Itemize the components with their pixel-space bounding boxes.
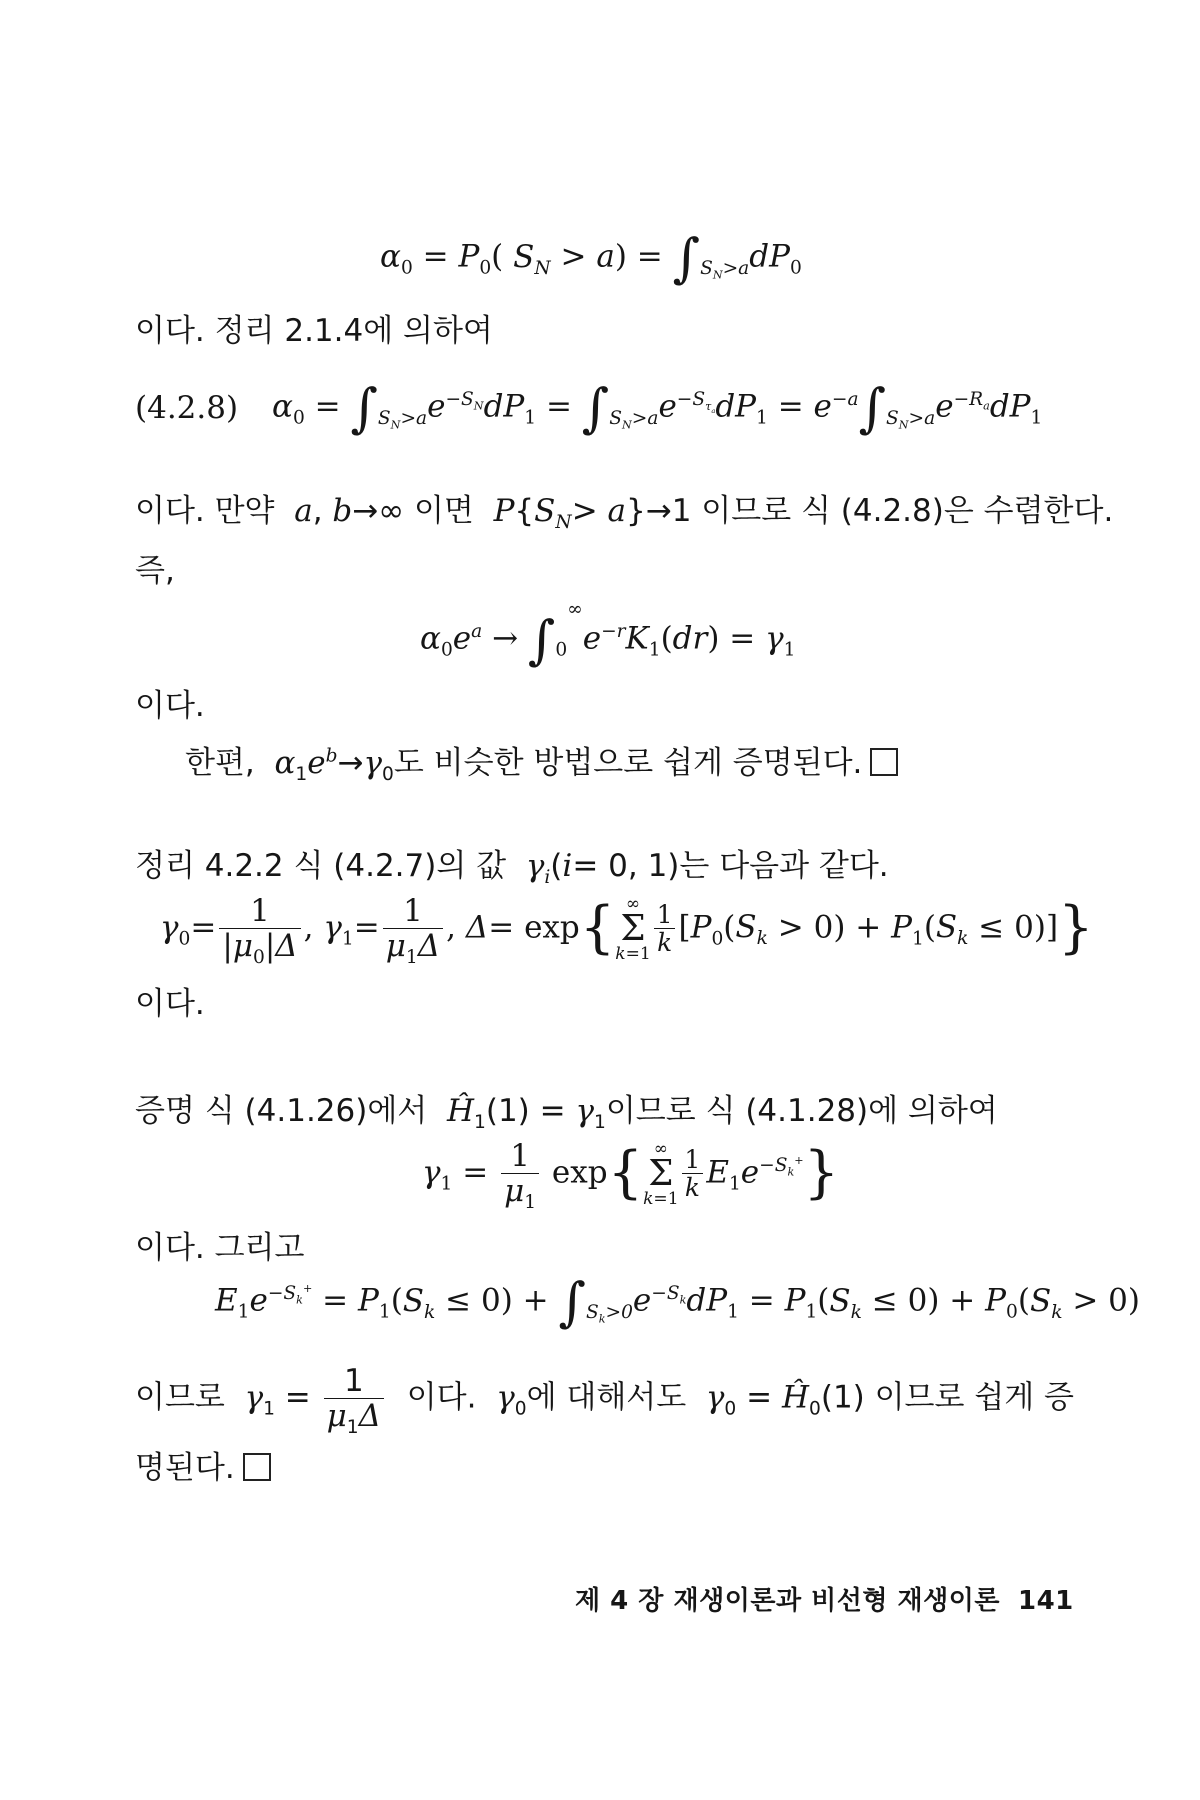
- text-line-1: 이다. 정리 2.1.4에 의하여: [135, 313, 493, 349]
- page-number: 141: [1017, 1586, 1074, 1616]
- equation-4-2-8-label: (4.2.8): [135, 390, 239, 426]
- equation-alpha0: $\alpha_0 = P_0$( $S_N > a) = \int_{S_N>a}dP_0$: [380, 228, 802, 289]
- text-line-2: 이다. 만약 a, b→∞ 이면 $P\{S_N> a\}\to 1$ 이므로 식 (4.2.8)은 수렴한다.: [135, 493, 1114, 534]
- theorem-4-2-2: 정리 4.2.2 식 (4.2.7)의 값 $\gamma_i(i= 0$, 1)는 다음과 같다.: [135, 848, 889, 889]
- text-line-3: 즉,: [135, 553, 175, 589]
- equation-4-2-8: $\alpha_0 = \int_{S_N>a}e^{-S_N}dP_1 = \int_{S_N>a}e^{-S_{\tau_a}}dP_1 = e^{-a}\int_{S_N>a}e^{-R_a}dP_1$: [272, 378, 1043, 439]
- text-line-8: 이므로 $\gamma_1$ = $\frac{1}{\mu_1\Delta}$ 이다. $\gamma_0$에 대해서도 $\gamma_0$ = $Ĥ_0(1)$ 이므로 쉽게 증: [135, 1363, 1074, 1438]
- text-line-7: 이다. 그리고: [135, 1230, 305, 1266]
- chapter-title: 제 4 장 재생이론과 비선형 재생이론: [575, 1586, 1000, 1616]
- qed-box: [243, 1453, 271, 1481]
- page-footer: [575, 1580, 1074, 1617]
- equation-limit: $\alpha_0e^a \to \int_0^\infty e^{-r}K_1(dr) = \gamma_1$: [420, 599, 796, 671]
- text-line-4: 이다.: [135, 688, 205, 724]
- qed-box: [870, 748, 898, 776]
- equation-gamma: $\gamma_0=$ $\frac{1}{|\mu_0|\Delta}$ , $\gamma_1=$ $\frac{1}{\mu_1\Delta}$ , Δ= exp{ ∞ Σ k=1 $\frac{1}{k}$ $[P_0(S_k > 0) + P_1(S_k \le 0)]$}: [160, 893, 1094, 968]
- text-line-5: 한편, $\alpha_1e^b\to\gamma_0$도 비슷한 방법으로 쉽게 증명된다.: [185, 737, 898, 782]
- equation-gamma1: $\gamma_1$ = $\frac{1}{\mu_1}$ exp{ ∞ Σ k=1 $\frac{1}{k}$ $E_1e^{-S_k^+}$}: [422, 1138, 840, 1213]
- text-line-9: 명된다.: [135, 1442, 271, 1487]
- equation-expectation: $E_1e^{-S_k^+} = P_1(S_k \le 0) + \int_{S_k>0}e^{-S_k}dP_1 = P_1(S_k \le 0) + P_0(S_k > 0)$: [215, 1272, 1140, 1333]
- text-line-6: 이다.: [135, 986, 205, 1022]
- proof-line-1: 증명 식 (4.1.26)에서 $Ĥ_1(1) = \gamma_1$이므로 식 (4.1.28)에 의하여: [135, 1093, 998, 1134]
